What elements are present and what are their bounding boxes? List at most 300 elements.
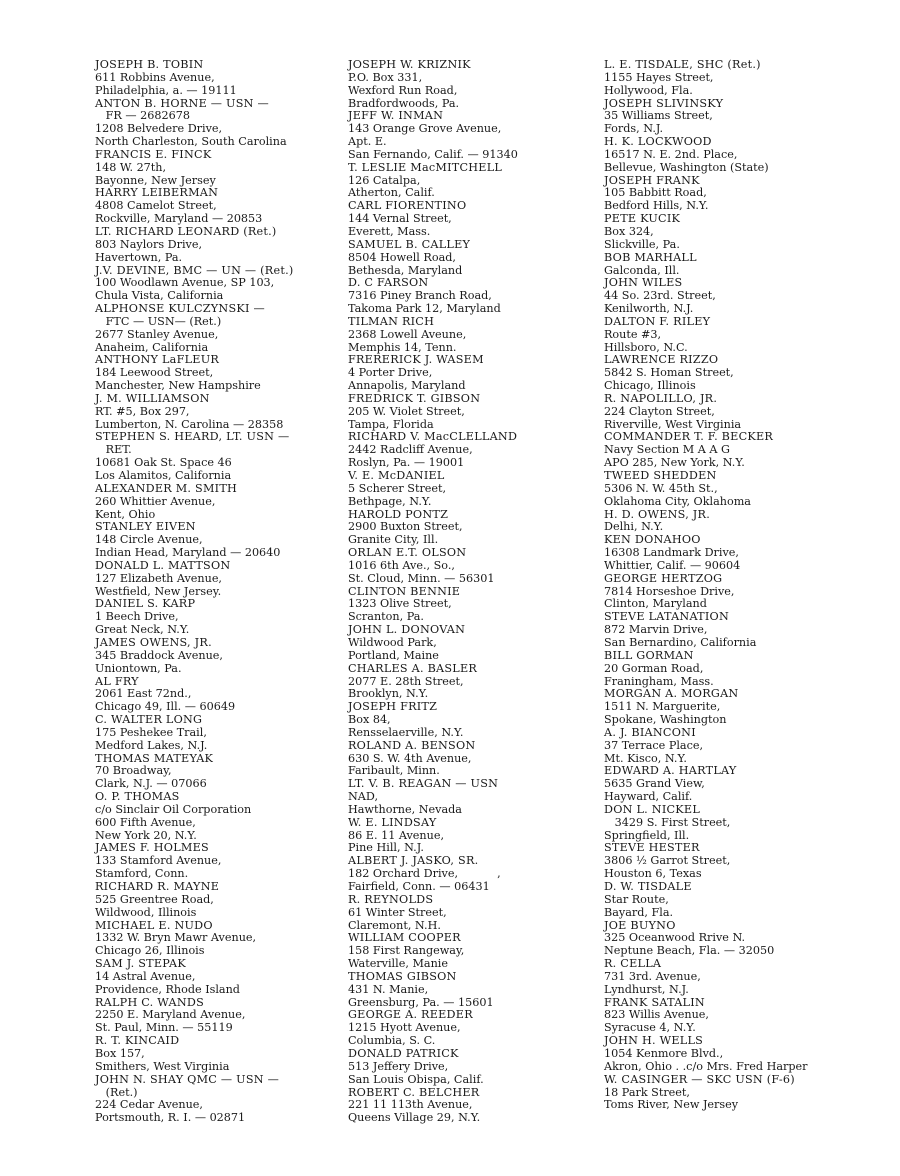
entry-address-line: 16517 N. E. 2nd. Place, — [604, 147, 738, 161]
entry-name: GEORGE A. REEDER — [348, 1008, 473, 1022]
entry-address-line: 224 Cedar Avenue, — [95, 1098, 203, 1112]
entry-address-line: 182 Orchard Drive, , — [348, 867, 501, 881]
entry-address-line: Clark, N.J. — 07066 — [95, 777, 207, 791]
entry-name: HARRY LEIBERMAN — [95, 186, 219, 200]
entry-name: JOSEPH FRANK — [604, 173, 700, 187]
entry-name: JOHN L. DONOVAN — [348, 623, 466, 637]
entry-name: GEORGE HERTZOG — [604, 571, 723, 585]
directory-entry — [604, 688, 894, 727]
entry-name: ROBERT C. BELCHER — [348, 1085, 480, 1099]
entry-address-line: Pine Hill, N.J. — [348, 841, 424, 855]
directory-entry — [604, 842, 894, 881]
directory-entry — [95, 59, 340, 98]
entry-address-line: 148 W. 27th, — [95, 160, 167, 174]
entry-address-line: Hollywood, Fla. — [604, 83, 693, 97]
entry-name: FRANCIS E. FINCK — [95, 147, 212, 161]
directory-entry — [604, 393, 894, 432]
entry-address-line: 127 Elizabeth Avenue, — [95, 571, 222, 585]
entry-address-line: 148 Circle Avenue, — [95, 533, 203, 547]
entry-address-line: (Ret.) — [95, 1085, 138, 1099]
entry-address-line: 143 Orange Grove Avenue, — [348, 122, 502, 136]
directory-entry — [604, 1074, 894, 1113]
entry-address-line: Tampa, Florida — [348, 417, 434, 431]
directory-entry — [348, 663, 593, 702]
directory-entry — [348, 740, 593, 779]
entry-name: SAM J. STEPAK — [95, 957, 186, 971]
entry-address-line: Apt. E. — [348, 135, 387, 149]
entry-address-line: P.O. Box 331, — [348, 70, 423, 84]
entry-name: DONALD L. MATTSON — [95, 558, 231, 572]
entry-address-line: 260 Whittier Avenue, — [95, 494, 216, 508]
entry-address-line: Box 324, — [604, 224, 654, 238]
directory-entry — [95, 483, 340, 522]
directory-entry — [348, 431, 593, 470]
directory-entry — [348, 316, 593, 355]
entry-name: R. CELLA — [604, 957, 662, 971]
directory-entry — [348, 509, 593, 548]
directory-entry — [95, 187, 340, 226]
entry-name: V. E. McDANIEL — [348, 469, 445, 482]
entry-name: AL FRY — [95, 674, 139, 688]
entry-address-line: Philadelphia, a. — 19111 — [95, 83, 237, 97]
entry-name: RICHARD R. MAYNE — [95, 880, 220, 893]
entry-address-line: Riverville, West Virginia — [604, 417, 742, 431]
entry-address-line: 1208 Belvedere Drive, — [95, 122, 223, 136]
entry-address-line: Claremont, N.H. — [348, 918, 441, 932]
entry-address-line: Queens Village 29, N.Y. — [348, 1111, 481, 1125]
entry-address-line: St. Paul, Minn. — 55119 — [95, 1021, 233, 1035]
directory-entry — [604, 316, 894, 355]
directory-column-2 — [348, 59, 593, 1125]
directory-entry — [604, 252, 894, 278]
entry-address-line: New York 20, N.Y. — [95, 828, 197, 842]
entry-name: JOSEPH W. KRIZNIK — [348, 58, 471, 71]
entry-address-line: Bedford Hills, N.Y. — [604, 199, 709, 213]
entry-address-line: c/o Sinclair Oil Corporation — [95, 802, 252, 816]
entry-address-line: 325 Oceanwood Rrive N. — [604, 931, 746, 945]
entry-name: ALPHONSE KULCZYNSKI — — [95, 302, 265, 316]
entry-name: RALPH C. WANDS — [95, 995, 204, 1009]
directory-entry — [348, 894, 593, 933]
entry-address-line: Springfield, Ill. — [604, 828, 690, 842]
entry-address-line: Greensburg, Pa. — 15601 — [348, 995, 494, 1009]
entry-address-line: Anaheim, California — [95, 340, 209, 354]
entry-name: WILLIAM COOPER — [348, 931, 461, 945]
entry-name: R. NAPOLILLO, JR. — [604, 391, 718, 405]
entry-name: TWEED SHEDDEN — [604, 469, 717, 482]
entry-address-line: Chicago 49, Ill. — 60649 — [95, 700, 236, 714]
entry-address-line: 513 Jeffery Drive, — [348, 1059, 449, 1073]
entry-name: ALBERT J. JASKO, SR. — [348, 854, 479, 868]
entry-name: COMMANDER T. F. BECKER — [604, 430, 774, 444]
entry-address-line: Medford Lakes, N.J. — [95, 738, 208, 752]
entry-address-line: FR — 2682678 — [95, 109, 190, 123]
entry-address-line: 5 Scherer Street, — [348, 481, 447, 495]
directory-entry — [348, 110, 593, 161]
entry-address-line: Kenilworth, N.J. — [604, 302, 694, 316]
directory-entry — [95, 753, 340, 792]
entry-name: A. J. BIANCONI — [604, 725, 696, 739]
directory-column-3 — [604, 59, 894, 1112]
directory-entry — [604, 59, 894, 98]
entry-address-line: 2061 East 72nd., — [95, 687, 192, 701]
entry-address-line: 2900 Buxton Street, — [348, 520, 463, 534]
directory-entry — [95, 842, 340, 881]
entry-address-line: 61 Winter Street, — [348, 905, 447, 919]
entry-address-line: 86 E. 11 Avenue, — [348, 828, 445, 842]
entry-name: LT. RICHARD LEONARD (Ret.) — [95, 224, 277, 238]
entry-name: JOHN WILES — [604, 276, 683, 290]
entry-name: JOHN N. SHAY QMC — USN — — [95, 1072, 280, 1086]
entry-address-line: Granite City, Ill. — [348, 533, 439, 547]
directory-entry — [95, 98, 340, 149]
entry-address-line: 221 11 113th Avenue, — [348, 1098, 473, 1112]
entry-name: MORGAN A. MORGAN — [604, 687, 739, 701]
entry-name: O. P. THOMAS — [95, 790, 180, 804]
entry-address-line: 16308 Landmark Drive, — [604, 546, 739, 560]
entry-address-line: 224 Clayton Street, — [604, 404, 715, 418]
entry-address-line: Hayward, Calif. — [604, 790, 693, 804]
entry-address-line: 1323 Olive Street, — [348, 597, 452, 611]
entry-address-line: 5306 N. W. 45th St., — [604, 481, 718, 495]
directory-entry — [604, 354, 894, 393]
entry-address-line: 611 Robbins Avenue, — [95, 70, 215, 84]
directory-entry — [348, 59, 593, 110]
directory-entry — [95, 676, 340, 715]
entry-name: RICHARD V. MacCLELLAND — [348, 430, 518, 444]
entry-address-line: 1215 Hyott Avenue, — [348, 1021, 461, 1035]
entry-address-line: Navy Section M A A G — [604, 443, 730, 457]
entry-address-line: Box 84, — [348, 713, 391, 727]
entry-name: HAROLD PONTZ — [348, 507, 449, 521]
entry-address-line: Franingham, Mass. — [604, 674, 714, 688]
entry-name: JOE BUYNO — [604, 918, 676, 932]
entry-address-line: 525 Greentree Road, — [95, 892, 214, 906]
entry-address-line: Akron, Ohio . .c/o Mrs. Fred Harper — [604, 1059, 808, 1073]
directory-entry — [95, 598, 340, 637]
entry-name: LAWRENCE RIZZO — [604, 353, 719, 367]
entry-address-line: Chicago, Illinois — [604, 379, 696, 393]
directory-entry — [348, 1087, 593, 1126]
directory-entry — [604, 804, 894, 843]
directory-entry — [348, 1048, 593, 1087]
entry-address-line: Indian Head, Maryland — 20640 — [95, 546, 281, 560]
entry-address-line: Bradfordwoods, Pa. — [348, 96, 460, 110]
entry-name: STEVE LATANATION — [604, 610, 730, 624]
entry-address-line: North Charleston, South Carolina — [95, 135, 287, 149]
entry-address-line: Galconda, Ill. — [604, 263, 680, 277]
entry-address-line: 3429 S. First Street, — [604, 815, 731, 829]
entry-address-line: 4 Porter Drive, — [348, 366, 433, 380]
entry-address-line: Neptune Beach, Fla. — 32050 — [604, 944, 775, 958]
directory-entry — [95, 714, 340, 753]
entry-name: THOMAS GIBSON — [348, 969, 457, 983]
directory-entry — [95, 958, 340, 997]
entry-name: CLINTON BENNIE — [348, 584, 461, 598]
directory-column-1 — [95, 59, 340, 1125]
entry-name: SAMUEL B. CALLEY — [348, 237, 471, 251]
entry-address-line: Bayonne, New Jersey — [95, 173, 216, 187]
directory-entry — [95, 637, 340, 676]
entry-address-line: Rockville, Maryland — 20853 — [95, 212, 263, 226]
entry-address-line: St. Cloud, Minn. — 56301 — [348, 571, 495, 585]
entry-name: W. E. LINDSAY — [348, 815, 437, 829]
entry-address-line: Oklahoma City, Oklahoma — [604, 494, 751, 508]
entry-address-line: 4808 Camelot Street, — [95, 199, 217, 213]
entry-address-line: Columbia, S. C. — [348, 1034, 436, 1048]
entry-name: C. WALTER LONG — [95, 713, 203, 727]
entry-address-line: Manchester, New Hampshire — [95, 379, 261, 393]
entry-name: CARL FIORENTINO — [348, 199, 467, 213]
entry-address-line: Takoma Park 12, Maryland — [348, 302, 501, 316]
entry-address-line: 872 Marvin Drive, — [604, 623, 708, 637]
directory-entry — [348, 778, 593, 817]
directory-entry — [604, 213, 894, 252]
directory-entry — [604, 573, 894, 612]
entry-name: FRERERICK J. WASEM — [348, 353, 484, 367]
entry-address-line: 8504 Howell Road, — [348, 250, 456, 264]
directory-entry — [604, 509, 894, 535]
entry-address-line: 630 S. W. 4th Avenue, — [348, 751, 472, 765]
entry-address-line: 20 Gorman Road, — [604, 661, 704, 675]
entry-address-line: 70 Broadway, — [95, 764, 172, 778]
entry-name: THOMAS MATEYAK — [95, 751, 214, 765]
entry-address-line: Los Alamitos, California — [95, 469, 232, 482]
entry-address-line: San Bernardino, California — [604, 635, 757, 649]
entry-address-line: 14 Astral Avenue, — [95, 969, 196, 983]
entry-address-line: 175 Peshekee Trail, — [95, 725, 207, 739]
directory-entry — [348, 470, 593, 509]
entry-name: EDWARD A. HARTLAY — [604, 764, 737, 778]
entry-address-line: San Louis Obispa, Calif. — [348, 1072, 484, 1086]
entry-address-line: Lumberton, N. Carolina — 28358 — [95, 417, 284, 431]
entry-address-line: Bethesda, Maryland — [348, 263, 463, 277]
directory-entry — [604, 470, 894, 509]
entry-address-line: 1511 N. Marguerite, — [604, 700, 721, 714]
entry-address-line: Portland, Maine — [348, 648, 439, 662]
entry-address-line: San Fernando, Calif. — 91340 — [348, 147, 518, 161]
entry-name: ROLAND A. BENSON — [348, 738, 476, 752]
directory-entry — [604, 98, 894, 137]
entry-address-line: 205 W. Violet Street, — [348, 404, 465, 418]
entry-address-line: Stamford, Conn. — [95, 867, 189, 881]
entry-name: L. E. TISDALE, SHC (Ret.) — [604, 58, 761, 71]
entry-address-line: 100 Woodlawn Avenue, SP 103, — [95, 276, 275, 290]
entry-name: BOB MARHALL — [604, 250, 697, 264]
directory-entry — [95, 431, 340, 482]
directory-entry — [604, 765, 894, 804]
entry-address-line: RT. #5, Box 297, — [95, 404, 190, 418]
directory-entry — [95, 149, 340, 188]
entry-name: JOSEPH B. TOBIN — [95, 58, 204, 71]
directory-entry — [348, 393, 593, 432]
entry-address-line: 3806 ½ Garrot Street, — [604, 854, 731, 868]
entry-name: STEPHEN S. HEARD, LT. USN — — [95, 430, 290, 444]
directory-entry — [348, 817, 593, 856]
directory-entry — [348, 277, 593, 316]
entry-address-line: Bayard, Fla. — [604, 905, 674, 919]
entry-address-line: RET. — [95, 443, 132, 457]
entry-address-line: Wildwood Park, — [348, 635, 437, 649]
directory-entry — [95, 920, 340, 959]
entry-name: FREDRICK T. GIBSON — [348, 391, 481, 405]
entry-address-line: Hillsboro, N.C. — [604, 340, 688, 354]
entry-name: JAMES F. HOLMES — [95, 841, 209, 855]
entry-address-line: Fords, N.J. — [604, 122, 664, 136]
entry-address-line: 1016 6th Ave., So., — [348, 558, 455, 572]
entry-address-line: 1332 W. Bryn Mawr Avenue, — [95, 931, 257, 945]
entry-address-line: Star Route, — [604, 892, 669, 906]
entry-address-line: Spokane, Washington — [604, 713, 727, 727]
entry-address-line: Bethpage, N.Y. — [348, 494, 432, 508]
entry-address-line: 1155 Hayes Street, — [604, 70, 714, 84]
directory-entry — [95, 791, 340, 842]
entry-address-line: 5842 S. Homan Street, — [604, 366, 734, 380]
entry-address-line: Lyndhurst, N.J. — [604, 982, 689, 996]
entry-address-line: Wexford Run Road, — [348, 83, 458, 97]
entry-address-line: Wildwood, Illinois — [95, 905, 197, 919]
entry-address-line: Houston 6, Texas — [604, 867, 702, 881]
directory-entry — [604, 534, 894, 573]
entry-name: H. K. LOCKWOOD — [604, 135, 712, 149]
entry-name: DON L. NICKEL — [604, 802, 701, 816]
entry-name: R. REYNOLDS — [348, 892, 434, 906]
entry-address-line: 184 Leewood Street, — [95, 366, 214, 380]
directory-entry — [604, 650, 894, 689]
entry-address-line: 37 Terrace Place, — [604, 738, 704, 752]
directory-entry — [348, 200, 593, 239]
entry-address-line: Mt. Kisco, N.Y. — [604, 751, 687, 765]
directory-entry — [604, 727, 894, 766]
entry-name: JOSEPH SLIVINSKY — [604, 96, 724, 110]
directory-entry — [95, 1035, 340, 1074]
entry-address-line: 35 Williams Street, — [604, 109, 713, 123]
entry-name: KEN DONAHOO — [604, 533, 701, 547]
entry-address-line: Faribault, Minn. — [348, 764, 440, 778]
directory-entry — [348, 624, 593, 663]
entry-address-line: Annapolis, Maryland — [348, 379, 466, 393]
entry-address-line: 2250 E. Maryland Avenue, — [95, 1008, 246, 1022]
directory-entry — [604, 881, 894, 920]
entry-address-line: 1054 Kenmore Blvd., — [604, 1046, 724, 1060]
directory-entry — [348, 855, 593, 894]
directory-entry — [348, 547, 593, 586]
entry-address-line: Delhi, N.Y. — [604, 520, 664, 534]
entry-name: J.V. DEVINE, BMC — UN — (Ret.) — [95, 263, 294, 277]
directory-entry — [604, 1035, 894, 1074]
directory-entry — [348, 162, 593, 201]
entry-name: R. T. KINCAID — [95, 1034, 180, 1048]
entry-address-line: APO 285, New York, N.Y. — [604, 456, 745, 470]
entry-address-line: 345 Braddock Avenue, — [95, 648, 223, 662]
entry-name: PETE KUCIK — [604, 212, 681, 226]
directory-entry — [95, 560, 340, 599]
entry-address-line: 731 3rd. Avenue, — [604, 969, 701, 983]
entry-address-line: Chula Vista, California — [95, 289, 224, 303]
entry-address-line: Box 157, — [95, 1046, 145, 1060]
entry-name: DALTON F. RILEY — [604, 314, 711, 328]
entry-address-line: 2677 Stanley Avenue, — [95, 327, 219, 341]
entry-name: ORLAN E.T. OLSON — [348, 546, 467, 560]
directory-entry — [95, 521, 340, 560]
entry-address-line: Great Neck, N.Y. — [95, 623, 190, 637]
entry-address-line: Portsmouth, R. I. — 02871 — [95, 1111, 246, 1125]
entry-address-line: Syracuse 4, N.Y. — [604, 1021, 696, 1035]
entry-address-line: Kent, Ohio — [95, 507, 156, 521]
entry-address-line: Smithers, West Virginia — [95, 1059, 230, 1073]
entry-address-line: 823 Willis Avenue, — [604, 1008, 709, 1022]
directory-entry — [604, 431, 894, 470]
directory-entry — [604, 277, 894, 316]
entry-address-line: Brooklyn, N.Y. — [348, 687, 429, 701]
entry-address-line: 431 N. Manie, — [348, 982, 429, 996]
entry-name: ALEXANDER M. SMITH — [95, 481, 238, 495]
entry-address-line: 18 Park Street, — [604, 1085, 690, 1099]
entry-name: D. W. TISDALE — [604, 880, 692, 893]
entry-address-line: Everett, Mass. — [348, 224, 431, 238]
entry-address-line: Bellevue, Washington (State) — [604, 160, 769, 174]
entry-address-line: 126 Catalpa, — [348, 173, 421, 187]
entry-name: JOSEPH FRITZ — [348, 700, 438, 714]
entry-name: ANTHONY LaFLEUR — [95, 353, 220, 367]
directory-entry — [95, 354, 340, 393]
directory-entry — [348, 932, 593, 971]
entry-address-line: Whittier, Calif. — 90604 — [604, 558, 741, 572]
directory-entry — [348, 971, 593, 1010]
entry-address-line: 2368 Lowell Aveune, — [348, 327, 467, 341]
directory-entry — [348, 354, 593, 393]
entry-name: JEFF W. INMAN — [348, 109, 444, 123]
entry-address-line: 2442 Radcliff Avenue, — [348, 443, 473, 457]
entry-name: D. C FARSON — [348, 276, 429, 290]
directory-entry — [348, 701, 593, 740]
directory-entry — [348, 1009, 593, 1048]
directory-entry — [95, 881, 340, 920]
entry-address-line: 144 Vernal Street, — [348, 212, 452, 226]
entry-address-line: 7814 Horseshoe Drive, — [604, 584, 735, 598]
entry-address-line: Waterville, Manie — [348, 957, 448, 971]
entry-name: FRANK SATALIN — [604, 995, 705, 1009]
entry-address-line: Uniontown, Pa. — [95, 661, 182, 675]
directory-entry — [604, 611, 894, 650]
entry-name: LT. V. B. REAGAN — USN — [348, 777, 499, 791]
entry-name: DANIEL S. KARP — [95, 597, 196, 611]
entry-name: STEVE HESTER — [604, 841, 700, 855]
entry-address-line: Rensselaerville, N.Y. — [348, 725, 464, 739]
entry-name: JAMES OWENS, JR. — [95, 635, 212, 649]
directory-entry — [95, 303, 340, 354]
entry-name: BILL GORMAN — [604, 648, 694, 662]
directory-entry — [95, 1074, 340, 1125]
directory-entry — [95, 226, 340, 265]
entry-address-line: Route #3, — [604, 327, 662, 341]
entry-address-line: FTC — USN— (Ret.) — [95, 314, 222, 328]
directory-entry — [95, 997, 340, 1036]
entry-address-line: 10681 Oak St. Space 46 — [95, 456, 232, 470]
entry-address-line: 133 Stamford Avenue, — [95, 854, 222, 868]
entry-address-line: Roslyn, Pa. — 19001 — [348, 456, 465, 470]
entry-address-line: 803 Naylors Drive, — [95, 237, 203, 251]
entry-address-line: 2077 E. 28th Street, — [348, 674, 464, 688]
directory-entry — [348, 586, 593, 625]
entry-name: J. M. WILLIAMSON — [95, 391, 210, 405]
entry-address-line: Slickville, Pa. — [604, 237, 680, 251]
entry-address-line: 1 Beech Drive, — [95, 610, 179, 624]
directory-entry — [604, 920, 894, 959]
entry-name: STANLEY EIVEN — [95, 520, 196, 534]
entry-address-line: Havertown, Pa. — [95, 250, 183, 264]
entry-address-line: Chicago 26, Illinois — [95, 944, 205, 958]
